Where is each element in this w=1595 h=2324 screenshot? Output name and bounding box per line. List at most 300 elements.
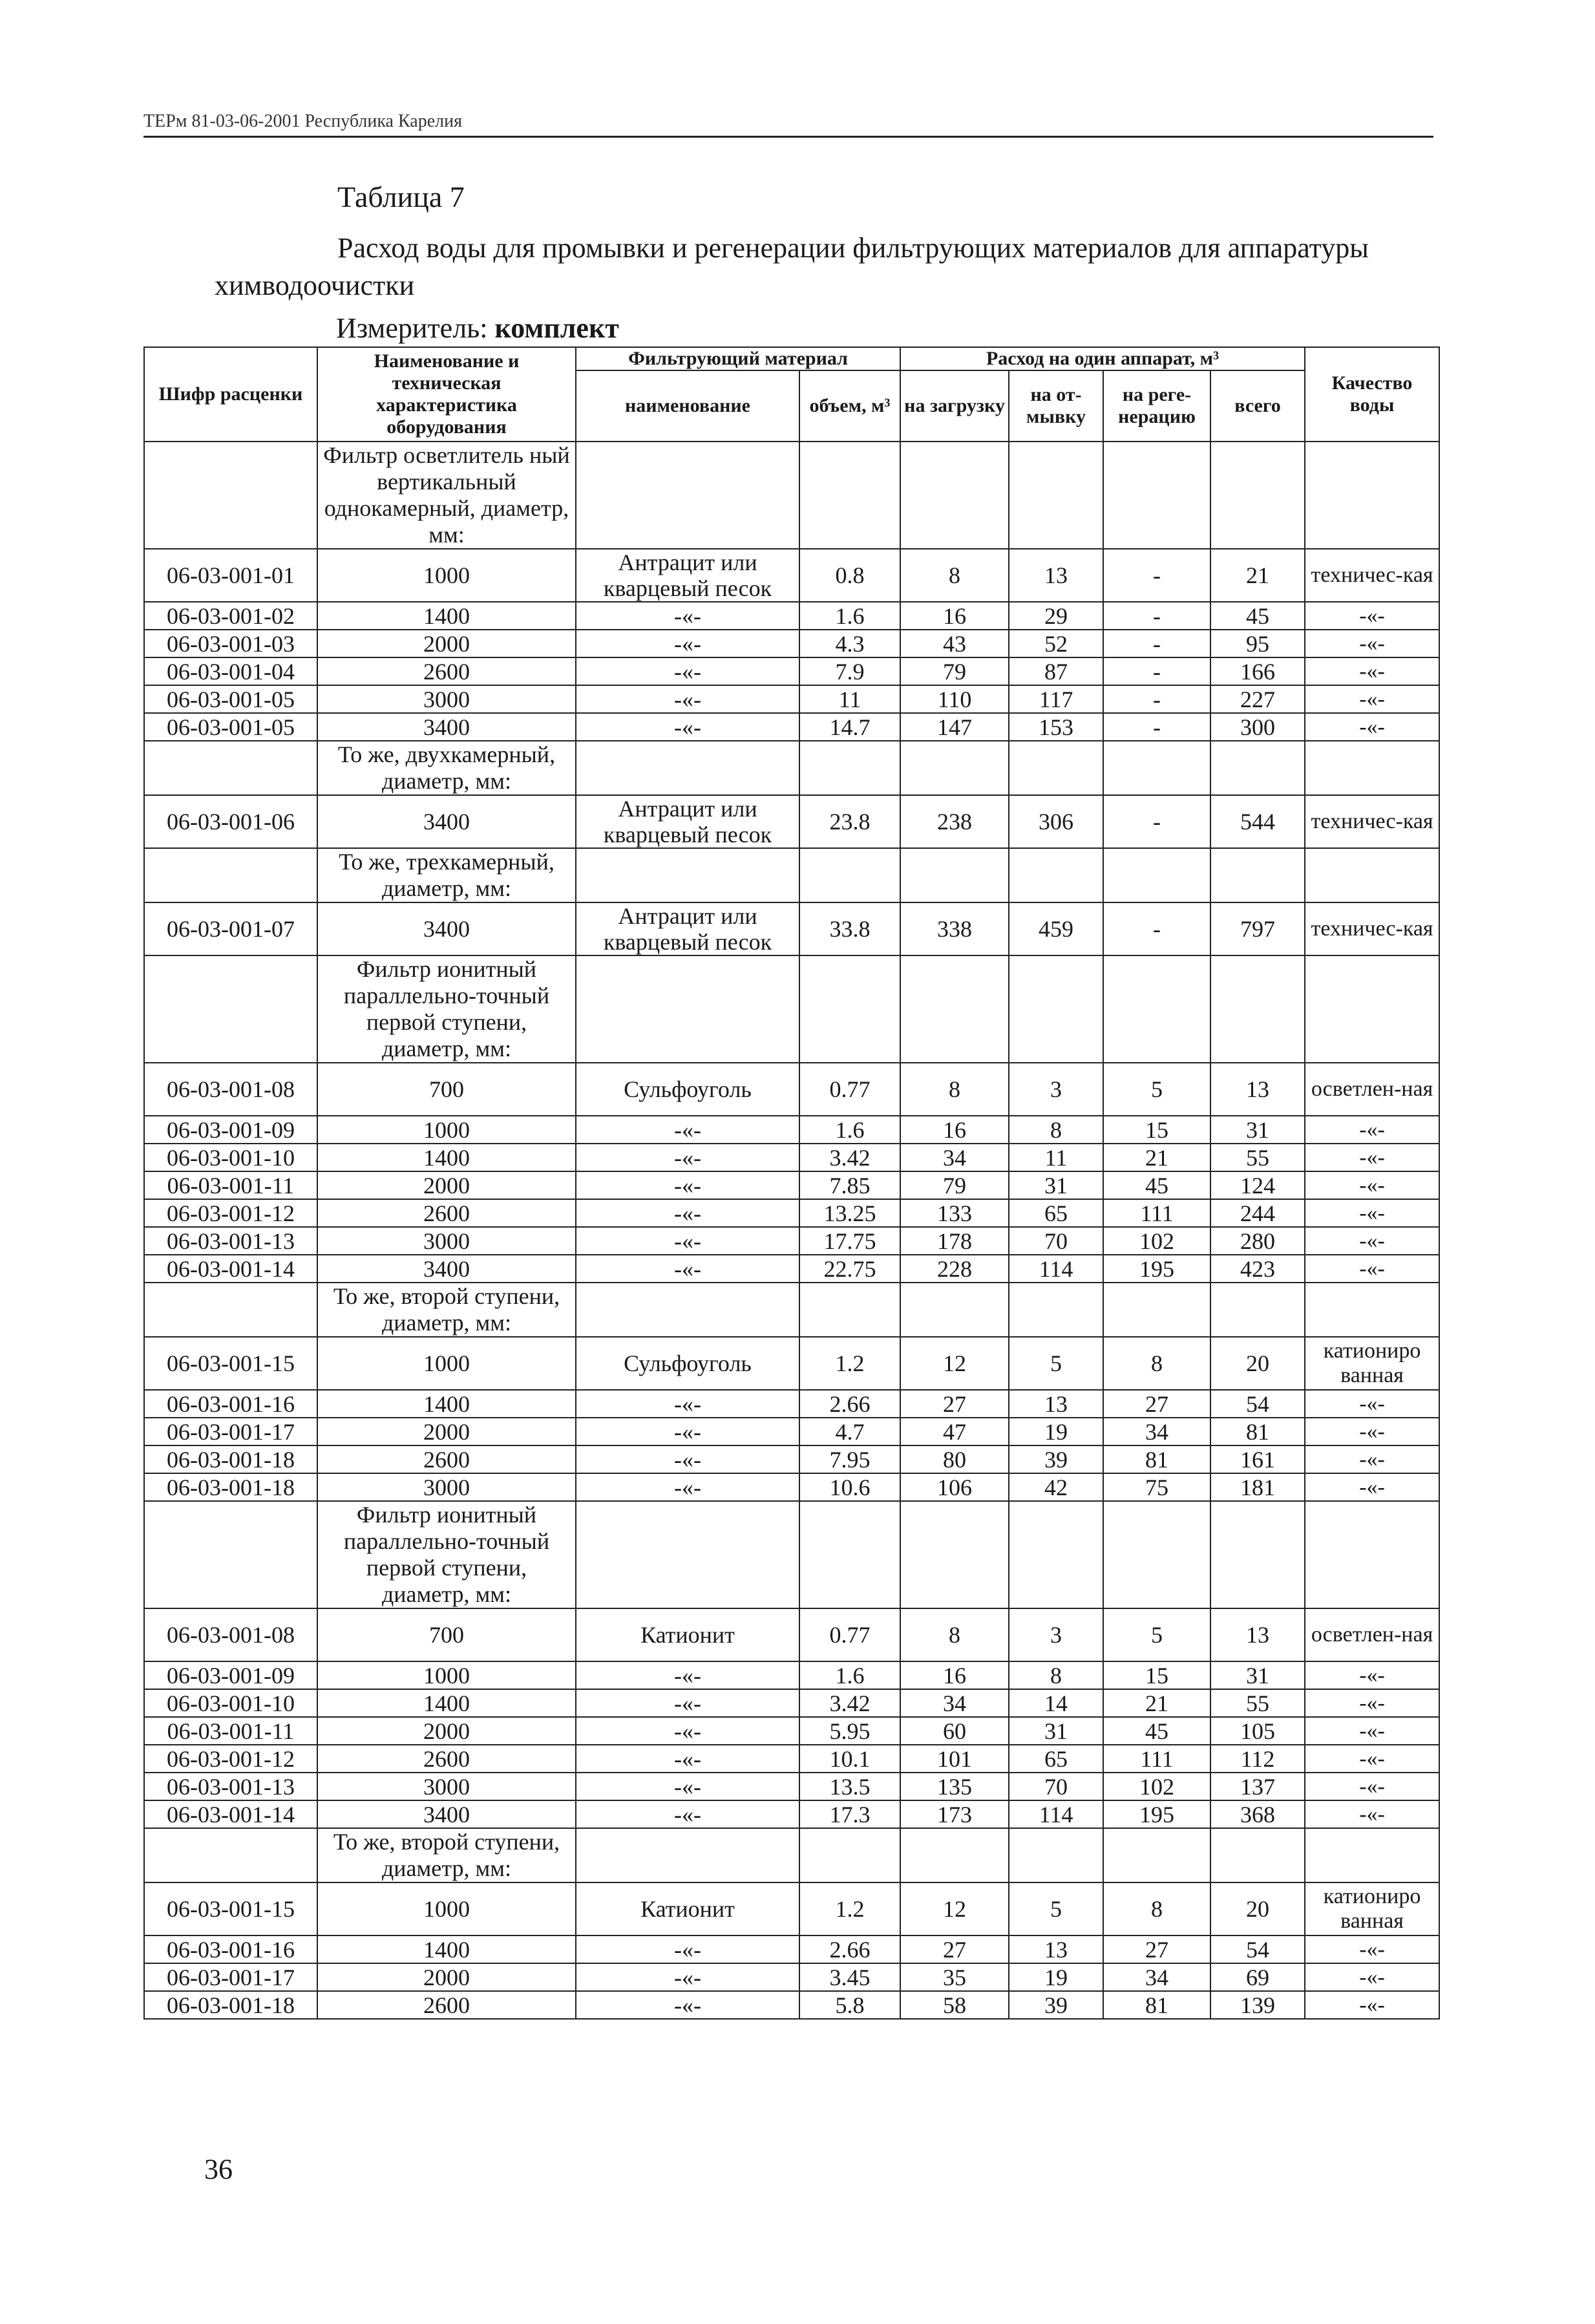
cell-total: 124 (1210, 1171, 1305, 1199)
cell-quality: -«- (1305, 713, 1439, 741)
empty-cell (799, 955, 900, 1063)
col-total: всего (1210, 370, 1305, 442)
unit-label: Измеритель: (336, 312, 488, 344)
cell-regen: 15 (1103, 1661, 1210, 1689)
cell-total: 55 (1210, 1144, 1305, 1171)
empty-cell (1009, 442, 1103, 549)
cell-load: 35 (900, 1963, 1009, 1991)
cell-quality: -«- (1305, 657, 1439, 685)
empty-cell (799, 1283, 900, 1337)
cell-load: 79 (900, 657, 1009, 685)
cell-quality: -«- (1305, 1991, 1439, 2019)
cell-load: 43 (900, 630, 1009, 657)
cell-quality: катиониро ванная (1305, 1337, 1439, 1390)
empty-cell (1210, 442, 1305, 549)
cell-code: 06-03-001-17 (144, 1963, 317, 1991)
cell-regen: - (1103, 549, 1210, 602)
empty-cell (1305, 1828, 1439, 1882)
cell-filter-name: -«- (576, 1116, 799, 1144)
cell-filter-volume: 10.6 (799, 1473, 900, 1501)
header-rule (143, 136, 1433, 138)
col-quality: Качество воды (1305, 347, 1439, 442)
cell-regen: 75 (1103, 1473, 1210, 1501)
cell-code: 06-03-001-18 (144, 1445, 317, 1473)
cell-quality: -«- (1305, 1418, 1439, 1445)
cell-code: 06-03-001-16 (144, 1935, 317, 1963)
cell-total: 20 (1210, 1882, 1305, 1935)
cell-wash: 70 (1009, 1773, 1103, 1800)
table-row (144, 713, 1439, 741)
cell-regen: - (1103, 902, 1210, 955)
empty-cell (144, 955, 317, 1063)
cell-wash: 42 (1009, 1473, 1103, 1501)
cell-diameter: 3400 (317, 1800, 576, 1828)
empty-cell (576, 848, 799, 902)
section-row (144, 741, 1439, 795)
cell-code: 06-03-001-18 (144, 1473, 317, 1501)
cell-diameter: 2000 (317, 1963, 576, 1991)
cell-filter-volume: 4.3 (799, 630, 900, 657)
cell-filter-name: -«- (576, 602, 799, 630)
empty-cell (576, 741, 799, 795)
unit-line (336, 312, 619, 345)
section-row (144, 442, 1439, 549)
cell-code: 06-03-001-07 (144, 902, 317, 955)
cell-wash: 31 (1009, 1171, 1103, 1199)
cell-filter-volume: 3.42 (799, 1689, 900, 1717)
col-load: на загрузку (900, 370, 1009, 442)
table-row (144, 1661, 1439, 1689)
cell-load: 228 (900, 1255, 1009, 1283)
cell-diameter: 3000 (317, 685, 576, 713)
cell-wash: 39 (1009, 1991, 1103, 2019)
cell-code: 06-03-001-10 (144, 1689, 317, 1717)
cell-total: 105 (1210, 1717, 1305, 1745)
table-row (144, 1935, 1439, 1963)
cell-load: 12 (900, 1882, 1009, 1935)
cell-load: 27 (900, 1935, 1009, 1963)
section-title: То же, второй ступени, диаметр, мм: (317, 1828, 576, 1882)
cell-quality: -«- (1305, 1227, 1439, 1255)
cell-quality: осветлен-ная (1305, 1608, 1439, 1661)
cell-wash: 114 (1009, 1255, 1103, 1283)
cell-diameter: 1400 (317, 602, 576, 630)
cell-filter-name: Сульфоуголь (576, 1337, 799, 1390)
cell-filter-name: -«- (576, 1227, 799, 1255)
cell-quality: -«- (1305, 630, 1439, 657)
empty-cell (1305, 955, 1439, 1063)
empty-cell (1305, 442, 1439, 549)
section-title: Фильтр осветлитель ный вертикальный однокамерный, диаметр, мм: (317, 442, 576, 549)
cell-total: 797 (1210, 902, 1305, 955)
cell-filter-name: Сульфоуголь (576, 1063, 799, 1116)
cell-filter-volume: 1.6 (799, 1116, 900, 1144)
cell-load: 173 (900, 1800, 1009, 1828)
cell-quality: -«- (1305, 1717, 1439, 1745)
col-filter-group: Фильтрующий материал (576, 347, 900, 370)
cell-code: 06-03-001-12 (144, 1745, 317, 1773)
cell-wash: 5 (1009, 1882, 1103, 1935)
cell-regen: - (1103, 602, 1210, 630)
cell-regen: 15 (1103, 1116, 1210, 1144)
col-flow-group: Расход на один аппарат, м³ (900, 347, 1305, 370)
cell-wash: 5 (1009, 1337, 1103, 1390)
cell-quality: -«- (1305, 1390, 1439, 1418)
cell-filter-volume: 1.2 (799, 1337, 900, 1390)
running-header: ТЕРм 81-03-06-2001 Республика Карелия (143, 111, 462, 131)
cell-load: 178 (900, 1227, 1009, 1255)
empty-cell (1009, 1828, 1103, 1882)
cell-code: 06-03-001-14 (144, 1800, 317, 1828)
cell-regen: 102 (1103, 1227, 1210, 1255)
section-title: То же, второй ступени, диаметр, мм: (317, 1283, 576, 1337)
cell-filter-volume: 10.1 (799, 1745, 900, 1773)
cell-diameter: 700 (317, 1608, 576, 1661)
cell-code: 06-03-001-04 (144, 657, 317, 685)
cell-filter-name: -«- (576, 1171, 799, 1199)
cell-filter-volume: 1.2 (799, 1882, 900, 1935)
empty-cell (144, 1501, 317, 1608)
cell-code: 06-03-001-13 (144, 1227, 317, 1255)
cell-quality: -«- (1305, 1745, 1439, 1773)
table-row (144, 1337, 1439, 1390)
cell-quality: -«- (1305, 1171, 1439, 1199)
cell-wash: 114 (1009, 1800, 1103, 1828)
table-caption: Расход воды для промывки и регенерации фильтрующих материалов для аппаратуры химводоочистки (215, 232, 1369, 301)
cell-diameter: 3400 (317, 713, 576, 741)
cell-diameter: 1400 (317, 1935, 576, 1963)
cell-wash: 87 (1009, 657, 1103, 685)
table-row (144, 685, 1439, 713)
cell-wash: 70 (1009, 1227, 1103, 1255)
table-row (144, 1717, 1439, 1745)
empty-cell (1103, 1501, 1210, 1608)
cell-filter-volume: 1.6 (799, 1661, 900, 1689)
cell-filter-volume: 7.9 (799, 657, 900, 685)
cell-quality: техничес-кая (1305, 902, 1439, 955)
section-title: Фильтр ионитный параллельно-точный первой ступени, диаметр, мм: (317, 955, 576, 1063)
cell-code: 06-03-001-01 (144, 549, 317, 602)
empty-cell (576, 1501, 799, 1608)
cell-wash: 13 (1009, 549, 1103, 602)
cell-diameter: 3400 (317, 1255, 576, 1283)
empty-cell (900, 955, 1009, 1063)
cell-code: 06-03-001-09 (144, 1661, 317, 1689)
empty-cell (1009, 848, 1103, 902)
cell-total: 181 (1210, 1473, 1305, 1501)
empty-cell (576, 1828, 799, 1882)
cell-total: 31 (1210, 1661, 1305, 1689)
table-row (144, 1745, 1439, 1773)
cell-regen: 81 (1103, 1991, 1210, 2019)
cell-regen: 21 (1103, 1689, 1210, 1717)
empty-cell (900, 741, 1009, 795)
empty-cell (1210, 1501, 1305, 1608)
cell-code: 06-03-001-08 (144, 1608, 317, 1661)
cell-regen: 45 (1103, 1171, 1210, 1199)
cell-total: 95 (1210, 630, 1305, 657)
cell-regen: 195 (1103, 1800, 1210, 1828)
cell-regen: 34 (1103, 1963, 1210, 1991)
unit-value: комплект (494, 312, 619, 344)
cell-filter-name: -«- (576, 1390, 799, 1418)
cell-filter-volume: 4.7 (799, 1418, 900, 1445)
cell-regen: - (1103, 630, 1210, 657)
cell-total: 280 (1210, 1227, 1305, 1255)
cell-wash: 11 (1009, 1144, 1103, 1171)
cell-quality: -«- (1305, 1473, 1439, 1501)
table-row (144, 1963, 1439, 1991)
water-consumption-table (143, 346, 1440, 2020)
cell-total: 139 (1210, 1991, 1305, 2019)
cell-filter-name: Антрацит или кварцевый песок (576, 795, 799, 848)
cell-quality: -«- (1305, 1255, 1439, 1283)
empty-cell (799, 741, 900, 795)
cell-filter-volume: 33.8 (799, 902, 900, 955)
cell-code: 06-03-001-17 (144, 1418, 317, 1445)
cell-quality: -«- (1305, 1963, 1439, 1991)
cell-filter-name: -«- (576, 1935, 799, 1963)
cell-diameter: 1000 (317, 1337, 576, 1390)
cell-total: 423 (1210, 1255, 1305, 1283)
cell-wash: 459 (1009, 902, 1103, 955)
cell-diameter: 2000 (317, 1717, 576, 1745)
cell-load: 106 (900, 1473, 1009, 1501)
cell-regen: 5 (1103, 1608, 1210, 1661)
cell-diameter: 2600 (317, 657, 576, 685)
cell-code: 06-03-001-15 (144, 1337, 317, 1390)
table-row (144, 1144, 1439, 1171)
empty-cell (900, 848, 1009, 902)
cell-filter-name: -«- (576, 1418, 799, 1445)
cell-wash: 8 (1009, 1661, 1103, 1689)
cell-filter-name: -«- (576, 1963, 799, 1991)
empty-cell (1103, 848, 1210, 902)
cell-code: 06-03-001-11 (144, 1717, 317, 1745)
cell-load: 58 (900, 1991, 1009, 2019)
cell-diameter: 3000 (317, 1773, 576, 1800)
cell-filter-name: -«- (576, 1717, 799, 1745)
cell-filter-volume: 1.6 (799, 602, 900, 630)
cell-filter-volume: 13.5 (799, 1773, 900, 1800)
cell-code: 06-03-001-02 (144, 602, 317, 630)
cell-quality: -«- (1305, 1445, 1439, 1473)
cell-quality: -«- (1305, 1661, 1439, 1689)
cell-quality: техничес-кая (1305, 795, 1439, 848)
cell-regen: 8 (1103, 1882, 1210, 1935)
cell-load: 110 (900, 685, 1009, 713)
cell-filter-volume: 17.3 (799, 1800, 900, 1828)
cell-regen: 27 (1103, 1390, 1210, 1418)
section-row (144, 848, 1439, 902)
cell-diameter: 3000 (317, 1227, 576, 1255)
cell-load: 238 (900, 795, 1009, 848)
cell-code: 06-03-001-10 (144, 1144, 317, 1171)
cell-code: 06-03-001-05 (144, 685, 317, 713)
cell-load: 8 (900, 549, 1009, 602)
cell-load: 80 (900, 1445, 1009, 1473)
cell-total: 368 (1210, 1800, 1305, 1828)
cell-filter-name: -«- (576, 1445, 799, 1473)
cell-filter-name: -«- (576, 685, 799, 713)
cell-diameter: 1000 (317, 1661, 576, 1689)
cell-wash: 19 (1009, 1963, 1103, 1991)
cell-filter-name: -«- (576, 1800, 799, 1828)
cell-wash: 306 (1009, 795, 1103, 848)
cell-quality: -«- (1305, 685, 1439, 713)
cell-diameter: 1000 (317, 549, 576, 602)
col-filter-name: наименование (576, 370, 799, 442)
cell-regen: - (1103, 685, 1210, 713)
cell-load: 12 (900, 1337, 1009, 1390)
cell-total: 13 (1210, 1063, 1305, 1116)
cell-filter-name: -«- (576, 1255, 799, 1283)
cell-total: 54 (1210, 1390, 1305, 1418)
table-row (144, 1773, 1439, 1800)
cell-code: 06-03-001-16 (144, 1390, 317, 1418)
empty-cell (1009, 1283, 1103, 1337)
empty-cell (1305, 848, 1439, 902)
cell-filter-name: Катионит (576, 1608, 799, 1661)
cell-total: 544 (1210, 795, 1305, 848)
cell-diameter: 3400 (317, 795, 576, 848)
cell-load: 8 (900, 1063, 1009, 1116)
empty-cell (1210, 1828, 1305, 1882)
col-code: Шифр расценки (144, 347, 317, 442)
cell-diameter: 2000 (317, 630, 576, 657)
cell-wash: 52 (1009, 630, 1103, 657)
cell-filter-name: -«- (576, 713, 799, 741)
empty-cell (144, 848, 317, 902)
cell-load: 47 (900, 1418, 1009, 1445)
cell-total: 21 (1210, 549, 1305, 602)
cell-filter-volume: 14.7 (799, 713, 900, 741)
empty-cell (144, 1283, 317, 1337)
cell-wash: 65 (1009, 1745, 1103, 1773)
cell-filter-volume: 13.25 (799, 1199, 900, 1227)
col-filter-volume: объем, м³ (799, 370, 900, 442)
cell-diameter: 1400 (317, 1390, 576, 1418)
table-row (144, 1390, 1439, 1418)
cell-wash: 65 (1009, 1199, 1103, 1227)
table-row (144, 602, 1439, 630)
cell-regen: 102 (1103, 1773, 1210, 1800)
cell-regen: 34 (1103, 1418, 1210, 1445)
empty-cell (576, 955, 799, 1063)
cell-wash: 13 (1009, 1935, 1103, 1963)
empty-cell (1210, 848, 1305, 902)
col-regen: на реге-нерацию (1103, 370, 1210, 442)
cell-regen: 81 (1103, 1445, 1210, 1473)
cell-load: 34 (900, 1689, 1009, 1717)
empty-cell (1103, 1283, 1210, 1337)
section-row (144, 1283, 1439, 1337)
table-row (144, 1418, 1439, 1445)
table-row (144, 795, 1439, 848)
cell-filter-volume: 7.95 (799, 1445, 900, 1473)
table-row (144, 1608, 1439, 1661)
cell-diameter: 1400 (317, 1144, 576, 1171)
cell-filter-volume: 3.45 (799, 1963, 900, 1991)
cell-load: 135 (900, 1773, 1009, 1800)
cell-quality: -«- (1305, 1144, 1439, 1171)
cell-code: 06-03-001-03 (144, 630, 317, 657)
cell-regen: 111 (1103, 1199, 1210, 1227)
cell-load: 34 (900, 1144, 1009, 1171)
cell-code: 06-03-001-12 (144, 1199, 317, 1227)
cell-code: 06-03-001-15 (144, 1882, 317, 1935)
cell-filter-volume: 0.77 (799, 1608, 900, 1661)
header-row-1 (144, 347, 1439, 370)
cell-total: 137 (1210, 1773, 1305, 1800)
empty-cell (1305, 741, 1439, 795)
cell-wash: 29 (1009, 602, 1103, 630)
cell-total: 161 (1210, 1445, 1305, 1473)
cell-filter-name: -«- (576, 1773, 799, 1800)
cell-code: 06-03-001-06 (144, 795, 317, 848)
empty-cell (900, 1501, 1009, 1608)
section-row (144, 1501, 1439, 1608)
cell-regen: - (1103, 657, 1210, 685)
cell-load: 147 (900, 713, 1009, 741)
empty-cell (144, 741, 317, 795)
cell-wash: 8 (1009, 1116, 1103, 1144)
empty-cell (799, 442, 900, 549)
empty-cell (144, 1828, 317, 1882)
cell-regen: - (1103, 795, 1210, 848)
cell-load: 8 (900, 1608, 1009, 1661)
cell-filter-name: -«- (576, 657, 799, 685)
empty-cell (900, 442, 1009, 549)
cell-filter-volume: 17.75 (799, 1227, 900, 1255)
cell-total: 166 (1210, 657, 1305, 685)
cell-quality: -«- (1305, 1199, 1439, 1227)
cell-diameter: 3000 (317, 1473, 576, 1501)
cell-load: 16 (900, 1661, 1009, 1689)
table-row (144, 1199, 1439, 1227)
cell-filter-name: Антрацит или кварцевый песок (576, 902, 799, 955)
cell-wash: 117 (1009, 685, 1103, 713)
table-body (144, 442, 1439, 2019)
table-row (144, 1473, 1439, 1501)
cell-load: 101 (900, 1745, 1009, 1773)
cell-quality: -«- (1305, 602, 1439, 630)
cell-filter-volume: 22.75 (799, 1255, 900, 1283)
cell-regen: 45 (1103, 1717, 1210, 1745)
section-row (144, 1828, 1439, 1882)
cell-filter-name: -«- (576, 1144, 799, 1171)
cell-filter-volume: 3.42 (799, 1144, 900, 1171)
cell-diameter: 1000 (317, 1882, 576, 1935)
cell-diameter: 1000 (317, 1116, 576, 1144)
col-name: Наименование и техническая характеристика оборудования (317, 347, 576, 442)
empty-cell (576, 1283, 799, 1337)
table-row (144, 902, 1439, 955)
cell-diameter: 3400 (317, 902, 576, 955)
cell-filter-volume: 0.77 (799, 1063, 900, 1116)
cell-diameter: 2600 (317, 1745, 576, 1773)
cell-filter-name: -«- (576, 1689, 799, 1717)
cell-filter-volume: 5.8 (799, 1991, 900, 2019)
cell-filter-name: Катионит (576, 1882, 799, 1935)
cell-filter-volume: 7.85 (799, 1171, 900, 1199)
cell-total: 81 (1210, 1418, 1305, 1445)
cell-quality: осветлен-ная (1305, 1063, 1439, 1116)
cell-code: 06-03-001-18 (144, 1991, 317, 2019)
cell-diameter: 700 (317, 1063, 576, 1116)
cell-filter-volume: 2.66 (799, 1935, 900, 1963)
empty-cell (799, 1828, 900, 1882)
